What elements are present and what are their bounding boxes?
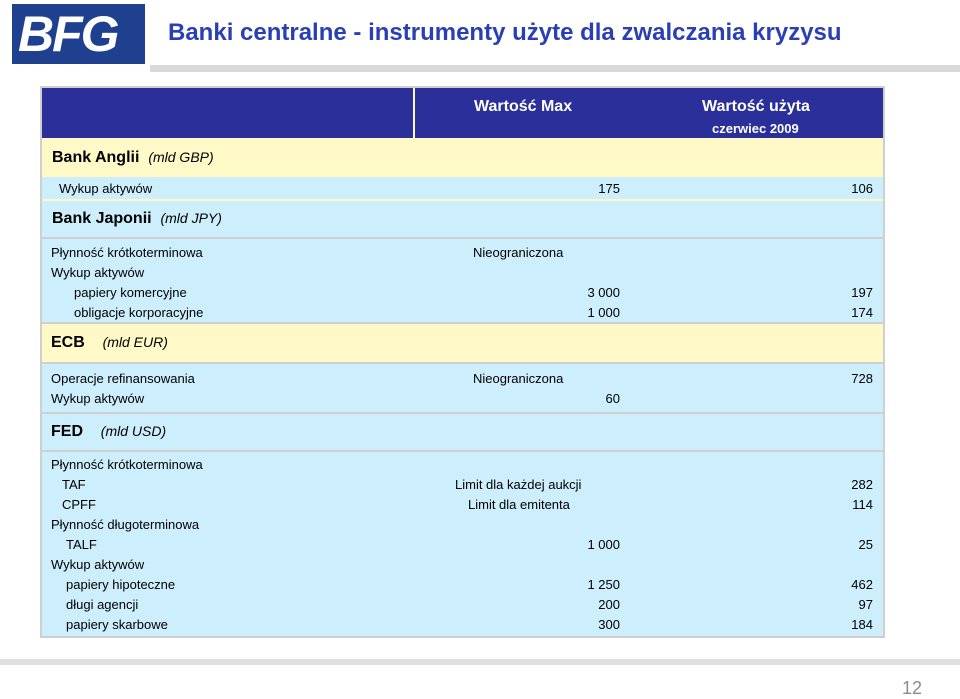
column-header-date: czerwiec 2009	[712, 121, 799, 136]
value-used: 197	[851, 285, 873, 300]
section-title-row-ecb	[42, 324, 883, 362]
section-title-row-fed	[42, 414, 883, 450]
slide-title: Banki centralne - instrumenty użyte dla zwalczania kryzysu	[168, 19, 842, 46]
value-max: Limit dla każdej aukcji	[455, 477, 582, 492]
row-label: długi agencji	[66, 597, 139, 612]
section-rows-ecb	[42, 364, 883, 412]
bank-unit: (mld EUR)	[102, 334, 168, 350]
value-max: 300	[598, 617, 620, 632]
section-title-fed	[51, 421, 166, 442]
bank-unit: (mld USD)	[100, 423, 167, 439]
bfg-logo	[12, 4, 145, 64]
section-title-row-boj	[42, 201, 883, 237]
value-max: 60	[605, 391, 620, 406]
value-used: 174	[851, 305, 873, 320]
value-used: 184	[851, 617, 873, 632]
value-max: 1 000	[587, 305, 620, 320]
row-label: TAF	[62, 477, 86, 492]
section-title-boe	[52, 147, 214, 168]
column-header-used: Wartość użyta	[702, 98, 810, 115]
row-label: Wykup aktywów	[51, 557, 145, 572]
value-max: 3 000	[587, 285, 620, 300]
bank-name: Bank Anglii	[52, 149, 140, 166]
bank-name: ECB	[51, 334, 85, 351]
value-max: 1 250	[587, 577, 620, 592]
page-number: 12	[901, 678, 922, 698]
section-title-boj	[52, 208, 222, 229]
bank-name: FED	[51, 423, 83, 440]
row-label: papiery skarbowe	[66, 617, 168, 632]
section-rows-boj	[42, 239, 883, 322]
value-used: 25	[858, 537, 873, 552]
row-label: Wykup aktywów	[51, 265, 145, 280]
value-used: 728	[851, 371, 873, 386]
value-max: 200	[598, 597, 620, 612]
row-label: Wykup aktywów	[59, 181, 153, 196]
value-used: 106	[851, 181, 873, 196]
header-left-cell	[42, 88, 413, 138]
section-rows-boe	[42, 177, 883, 199]
row-label: papiery komercyjne	[74, 285, 187, 300]
value-max: Nieograniczona	[473, 245, 564, 260]
top-divider	[150, 65, 960, 72]
row-label: Wykup aktywów	[51, 391, 145, 406]
value-used: 97	[858, 597, 873, 612]
value-max: Limit dla emitenta	[468, 497, 570, 512]
row-label: CPFF	[62, 497, 96, 512]
bank-unit: (mld GBP)	[148, 149, 214, 165]
value-used: 462	[851, 577, 873, 592]
logo-text: BFG	[18, 6, 118, 62]
bank-unit: (mld JPY)	[160, 210, 222, 226]
value-max: Nieograniczona	[473, 371, 564, 386]
row-label: obligacje korporacyjne	[74, 305, 204, 320]
section-title-ecb	[51, 332, 168, 353]
row-label: papiery hipoteczne	[66, 577, 176, 592]
section-rows-fed	[42, 452, 883, 636]
row-label: Płynność krótkoterminowa	[51, 457, 203, 472]
row-label: TALF	[66, 537, 97, 552]
value-used: 282	[851, 477, 873, 492]
value-used: 114	[852, 497, 873, 512]
row-label: Płynność długoterminowa	[51, 517, 200, 532]
row-label: Płynność krótkoterminowa	[51, 245, 203, 260]
data-table	[40, 86, 885, 638]
row-label: Operacje refinansowania	[51, 371, 195, 386]
bank-name: Bank Japonii	[52, 210, 152, 227]
value-max: 175	[598, 181, 620, 196]
value-max: 1 000	[587, 537, 620, 552]
bottom-divider	[0, 659, 960, 665]
column-header-max: Wartość Max	[474, 98, 573, 115]
